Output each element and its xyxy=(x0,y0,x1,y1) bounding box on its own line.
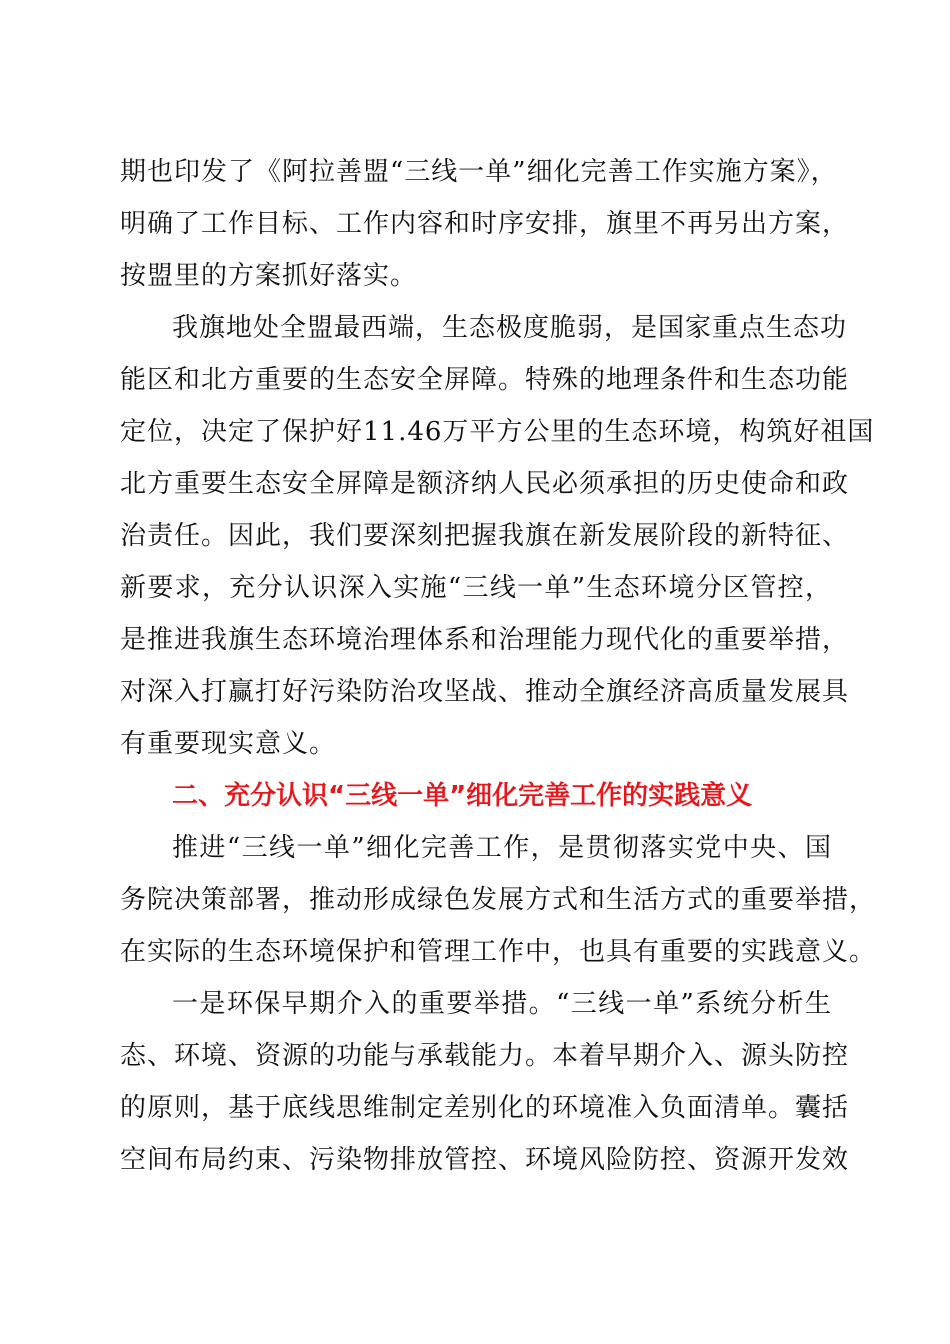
paragraph-1-line-3: 按盟里的方案抓好落实。 xyxy=(120,261,418,291)
paragraph-2-line-2: 能区和北方重要的生态安全屏障。特殊的地理条件和生态功能 xyxy=(120,365,850,395)
paragraph-2-line-7: 是推进我旗生态环境治理体系和治理能力现代化的重要举措， xyxy=(120,625,850,655)
paragraph-4-line-4: 空间布局约束、污染物排放管控、环境风险防控、资源开发效 xyxy=(120,1145,850,1175)
paragraph-3-line-2: 务院决策部署，推动形成绿色发展方式和生活方式的重要举措， xyxy=(120,885,877,915)
paragraph-1-line-1: 期也印发了《阿拉善盟“三线一单”细化完善工作实施方案》， xyxy=(120,157,838,187)
paragraph-2-line-4: 北方重要生态安全屏障是额济纳人民必须承担的历史使命和政 xyxy=(120,469,850,499)
paragraph-3-line-1: 推进“三线一单”细化完善工作，是贯彻落实党中央、国 xyxy=(172,833,832,863)
paragraph-2-line-1: 我旗地处全盟最西端，生态极度脆弱，是国家重点生态功 xyxy=(172,313,848,343)
paragraph-2-line-6: 新要求，充分认识深入实施“三线一单”生态环境分区管控， xyxy=(120,573,832,603)
paragraph-2-line-8: 对深入打赢打好污染防治攻坚战、推动全旗经济高质量发展具 xyxy=(120,677,850,707)
paragraph-2-line-5: 治责任。因此，我们要深刻把握我旗在新发展阶段的新特征、 xyxy=(120,521,850,551)
paragraph-2-line-3: 定位，决定了保护好11.46万平方公里的生态环境，构筑好祖国 xyxy=(120,417,875,447)
paragraph-3-line-3: 在实际的生态环境保护和管理工作中，也具有重要的实践意义。 xyxy=(120,937,877,967)
paragraph-1-line-2: 明确了工作目标、工作内容和时序安排，旗里不再另出方案， xyxy=(120,209,850,239)
paragraph-4-line-2: 态、环境、资源的功能与承载能力。本着早期介入、源头防控 xyxy=(120,1041,850,1071)
paragraph-4-line-3: 的原则，基于底线思维制定差别化的环境准入负面清单。囊括 xyxy=(120,1093,850,1123)
document-body xyxy=(120,146,877,1186)
section-heading: 二、充分认识“三线一单”细化完善工作的实践意义 xyxy=(172,781,753,811)
paragraph-4-line-1: 一是环保早期介入的重要举措。“三线一单”系统分析生 xyxy=(172,989,832,1019)
paragraph-2-line-9: 有重要现实意义。 xyxy=(120,729,337,759)
